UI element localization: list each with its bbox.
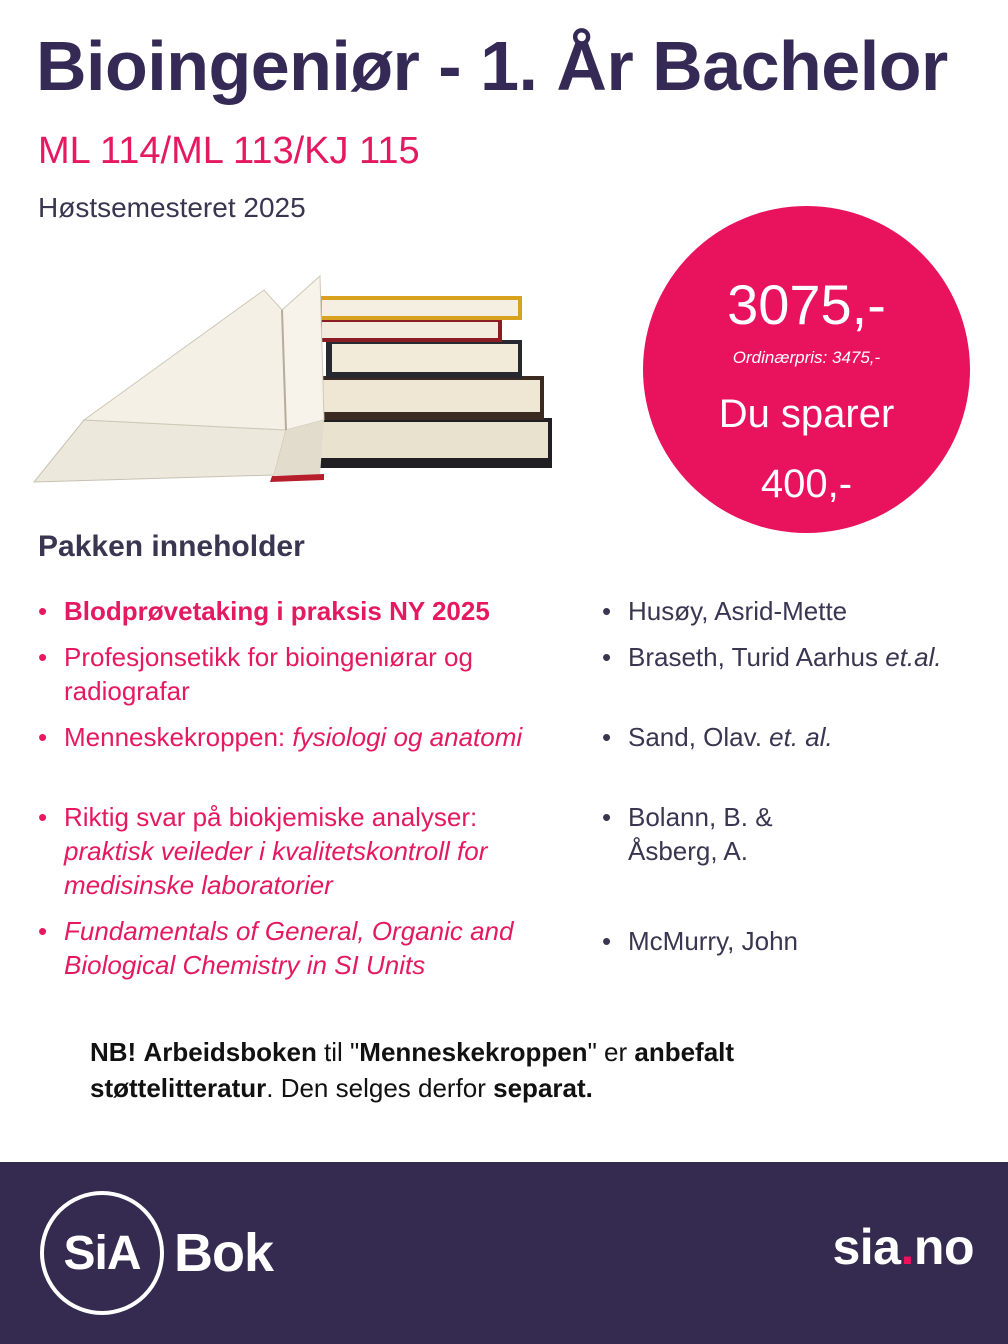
package-contents <box>0 594 1008 994</box>
logo-bok-text: Bok <box>174 1223 274 1283</box>
author-suffix: et.al. <box>885 642 942 672</box>
list-item <box>64 914 554 982</box>
book-stack-illustration <box>24 270 564 495</box>
semester-label: Høstsemesteret 2025 <box>38 192 306 223</box>
note-book: Menneskekroppen <box>359 1037 588 1067</box>
note-nb: NB! <box>90 1037 137 1067</box>
logo-sia-text: SiA <box>63 1226 141 1280</box>
site-end: no <box>913 1219 974 1275</box>
note-text <box>90 1034 910 1106</box>
sia-logo-circle <box>40 1191 164 1315</box>
ordinary-price: Ordinærpris: 3475,- <box>732 348 881 367</box>
list-item <box>628 924 968 958</box>
book-title: Fundamentals of General, Organic and Biological Chemistry in SI Units <box>64 916 514 980</box>
package-price: 3075,- <box>727 273 886 336</box>
list-item <box>628 720 968 754</box>
book-title: Blodprøvetaking i praksis NY 2025 <box>64 596 490 626</box>
savings-amount: 400,- <box>760 462 853 506</box>
list-item <box>628 594 968 628</box>
website-link[interactable] <box>832 1218 974 1276</box>
package-heading: Pakken inneholder <box>38 530 305 563</box>
book-title: Menneskekroppen: <box>64 722 293 752</box>
course-codes: ML 114/ML 113/KJ 115 <box>38 130 420 172</box>
open-book <box>34 276 324 482</box>
book-subtitle: praktisk veileder i kvalitetskontroll for medisinske laboratorier <box>64 836 488 900</box>
note-sold-text: . Den selges derfor <box>266 1073 494 1103</box>
book-title: Riktig svar på biokjemiske analyser: <box>64 802 478 832</box>
sia-bok-logo[interactable] <box>40 1188 273 1318</box>
author-name: Sand, Olav. <box>628 722 770 752</box>
note-er: " er <box>587 1037 635 1067</box>
note-separately: separat. <box>493 1073 593 1103</box>
list-item <box>628 640 968 674</box>
book-subtitle: fysiologi og anatomi <box>292 722 523 752</box>
savings-label: Du sparer <box>718 392 895 436</box>
book-stack <box>296 296 552 468</box>
page-title: Bioingeniør - 1. År Bachelor <box>36 27 948 105</box>
site-dot: . <box>900 1219 914 1275</box>
list-item <box>64 640 554 708</box>
list-item <box>64 594 554 628</box>
author-name: Husøy, Asrid-Mette <box>628 596 848 626</box>
list-item <box>64 800 554 902</box>
book-title: Profesjonsetikk for bioingeniørar og radiografar <box>64 642 473 706</box>
footer-bar <box>0 1162 1008 1344</box>
author-suffix: et. al. <box>769 722 833 752</box>
author-name: Bolann, B. & Åsberg, A. <box>628 802 773 866</box>
list-item <box>64 720 554 754</box>
author-name: Braseth, Turid Aarhus <box>628 642 886 672</box>
price-badge <box>643 206 970 533</box>
list-item <box>628 800 828 868</box>
title-list <box>64 594 554 994</box>
note-recommended: anbefalt støttelitteratur <box>90 1037 735 1103</box>
author-name: McMurry, John <box>628 926 798 956</box>
author-list <box>628 594 968 994</box>
note-workbook: Arbeidsboken <box>143 1037 317 1067</box>
note-til: til " <box>316 1037 360 1067</box>
site-start: sia <box>832 1219 901 1275</box>
